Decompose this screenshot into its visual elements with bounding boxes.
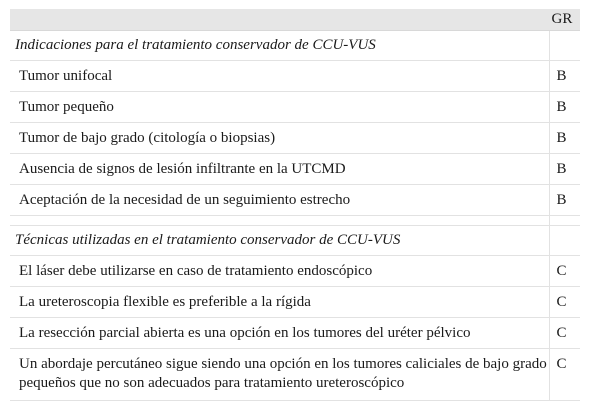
recommendations-table <box>10 9 580 401</box>
section-header-row <box>10 226 580 256</box>
row-text: Un abordaje percutáneo sigue siendo una opción en los tumores caliciales de bajo grado pequeños que no son adecuados para tratamiento ureteroscópico <box>10 349 549 401</box>
header-cell-description <box>10 9 549 31</box>
grade-cell-empty <box>549 226 580 256</box>
row-grade: C <box>549 256 580 287</box>
table-row <box>10 287 580 318</box>
row-text: Tumor unifocal <box>10 61 549 92</box>
section-spacer-row <box>10 216 580 226</box>
grade-cell-empty <box>549 31 580 61</box>
spacer-cell <box>10 216 549 226</box>
table-row <box>10 318 580 349</box>
row-text: Tumor pequeño <box>10 92 549 123</box>
section-title: Indicaciones para el tratamiento conservador de CCU-VUS <box>10 31 549 61</box>
row-grade: C <box>549 287 580 318</box>
row-text: El láser debe utilizarse en caso de tratamiento endoscópico <box>10 256 549 287</box>
row-text: La resección parcial abierta es una opción en los tumores del uréter pélvico <box>10 318 549 349</box>
table-row <box>10 154 580 185</box>
row-text: La ureteroscopia flexible es preferible a la rígida <box>10 287 549 318</box>
row-grade: B <box>549 92 580 123</box>
section-header-row <box>10 31 580 61</box>
row-grade: B <box>549 61 580 92</box>
row-text: Tumor de bajo grado (citología o biopsias) <box>10 123 549 154</box>
header-cell-grade: GR <box>549 9 580 31</box>
table-header-row <box>10 9 580 31</box>
section-title: Técnicas utilizadas en el tratamiento conservador de CCU-VUS <box>10 226 549 256</box>
table-row <box>10 185 580 216</box>
row-grade: C <box>549 349 580 401</box>
table-row <box>10 61 580 92</box>
row-text: Ausencia de signos de lesión infiltrante en la UTCMD <box>10 154 549 185</box>
row-grade: B <box>549 123 580 154</box>
row-grade: C <box>549 318 580 349</box>
spacer-cell <box>549 216 580 226</box>
table-row <box>10 123 580 154</box>
table-row <box>10 349 580 401</box>
table-row <box>10 92 580 123</box>
row-grade: B <box>549 185 580 216</box>
row-grade: B <box>549 154 580 185</box>
row-text: Aceptación de la necesidad de un seguimiento estrecho <box>10 185 549 216</box>
table-row <box>10 256 580 287</box>
